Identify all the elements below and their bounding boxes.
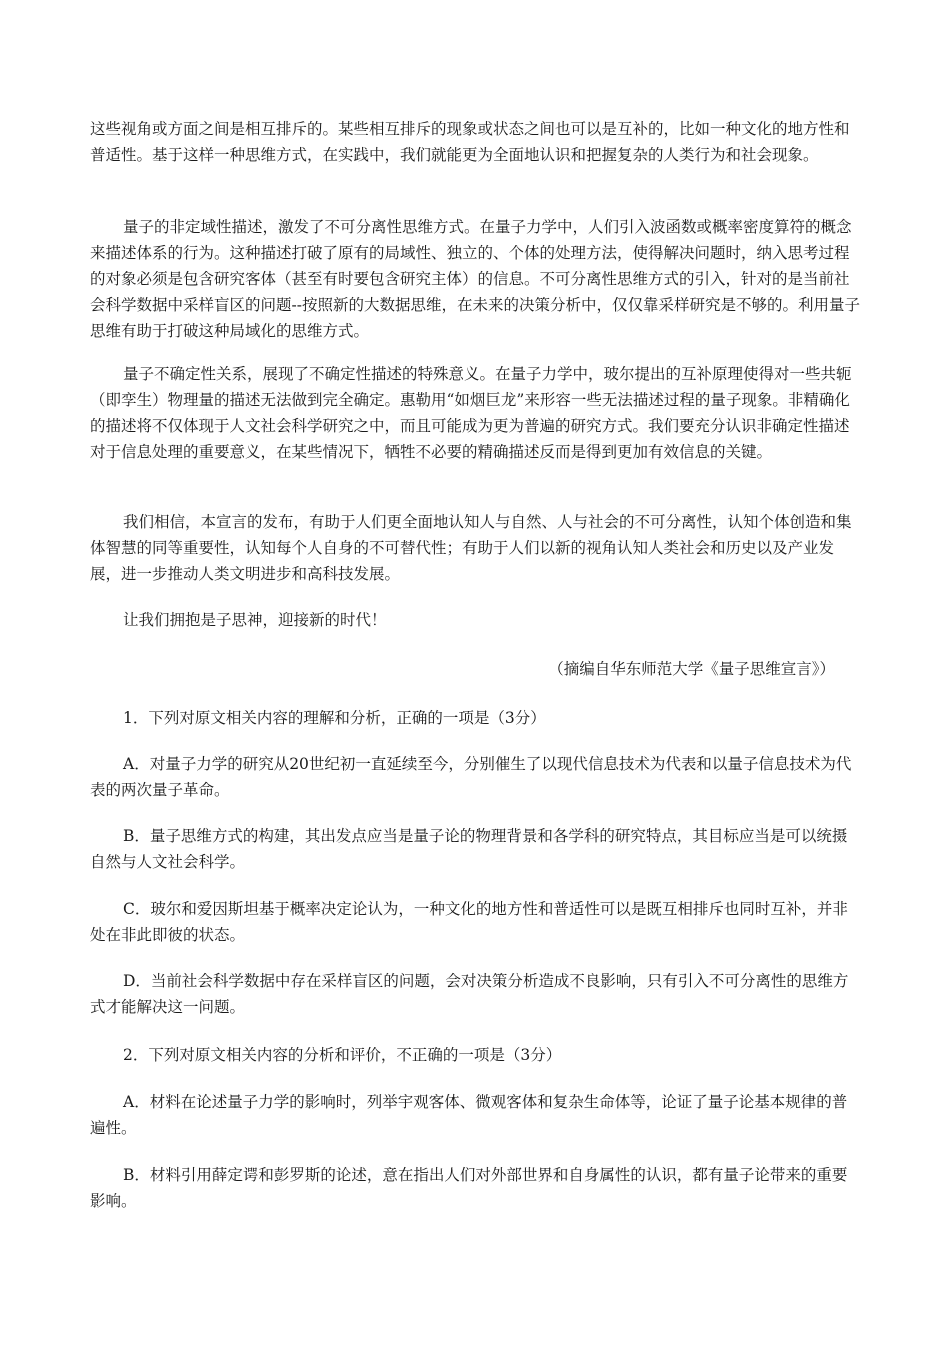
question-1-stem: 1．下列对原文相关内容的理解和分析，正确的一项是（3分） [123,709,546,727]
question-1-option-c: C．玻尔和爱因斯坦基于概率决定论认为，一种文化的地方性和普适性可以是既互相排斥也同时互补，并非处在非此即彼的状态。 [90,900,848,944]
question-2-option-a: A．材料在论述量子力学的影响时，列举宇观客体、微观客体和复杂生命体等，论证了量子论基本规律的普遍性。 [90,1093,848,1137]
passage-paragraph-3: 量子不确定性关系，展现了不确定性描述的特殊意义。在量子力学中，玻尔提出的互补原理使得对一些共轭（即孪生）物理量的描述无法做到完全确定。惠勒用“如烟巨龙”来形容一些无法描述过程的量子现象。非精确化的描述将不仅体现于人文社会科学研究之中，而且可能成为更为普遍的研究方式。我们要充分认识非确定性描述对于信息处理的重要意义，在某些情况下，牺牲不必要的精确描述反而是得到更加有效信息的关键。 [90,365,852,461]
question-2-option-b: B．材料引用薛定谔和彭罗斯的论述，意在指出人们对外部世界和自身属性的认识，都有量子论带来的重要影响。 [90,1166,848,1210]
passage-paragraph-2: 量子的非定域性描述，激发了不可分离性思维方式。在量子力学中，人们引入波函数或概率密度算符的概念来描述体系的行为。这种描述打破了原有的局域性、独立的、个体的处理方法，使得解决问题时，纳入思考过程的对象必须是包含研究客体（甚至有时要包含研究主体）的信息。不可分离性思维方式的引入，针对的是当前社会科学数据中采样盲区的问题--按照新的大数据思维，在未来的决策分析中，仅仅靠采样研究是不够的。利用量子思维有助于打破这种局域化的思维方式。 [90,218,860,340]
passage-paragraph-1: 这些视角或方面之间是相互排斥的。某些相互排斥的现象或状态之间也可以是互补的，比如一种文化的地方性和普适性。基于这样一种思维方式，在实践中，我们就能更为全面地认识和把握复杂的人类行为和社会现象。 [90,120,850,164]
question-1-option-b: B．量子思维方式的构建，其出发点应当是量子论的物理背景和各学科的研究特点，其目标应当是可以统摄自然与人文社会科学。 [90,827,848,871]
question-1-option-a: A．对量子力学的研究从20世纪初一直延续至今，分别催生了以现代信息技术为代表和以量子信息技术为代表的两次量子革命。 [90,755,852,799]
question-1-option-d: D．当前社会科学数据中存在采样盲区的问题，会对决策分析造成不良影响，只有引入不可分离性的思维方式才能解决这一问题。 [90,972,849,1016]
passage-paragraph-4: 我们相信，本宣言的发布，有助于人们更全面地认知人与自然、人与社会的不可分离性，认知个体创造和集体智慧的同等重要性，认知每个人自身的不可替代性；有助于人们以新的视角认知人类社会和历史以及产业发展，进一步推动人类文明进步和高科技发展。 [90,513,852,583]
passage-closing-line: 让我们拥抱是子思神，迎接新的时代！ [123,611,387,629]
source-citation: （摘编自华东师范大学《量子思维宣言》） [548,660,835,678]
question-2-stem: 2．下列对原文相关内容的分析和评价，不正确的一项是（3分） [123,1046,562,1064]
